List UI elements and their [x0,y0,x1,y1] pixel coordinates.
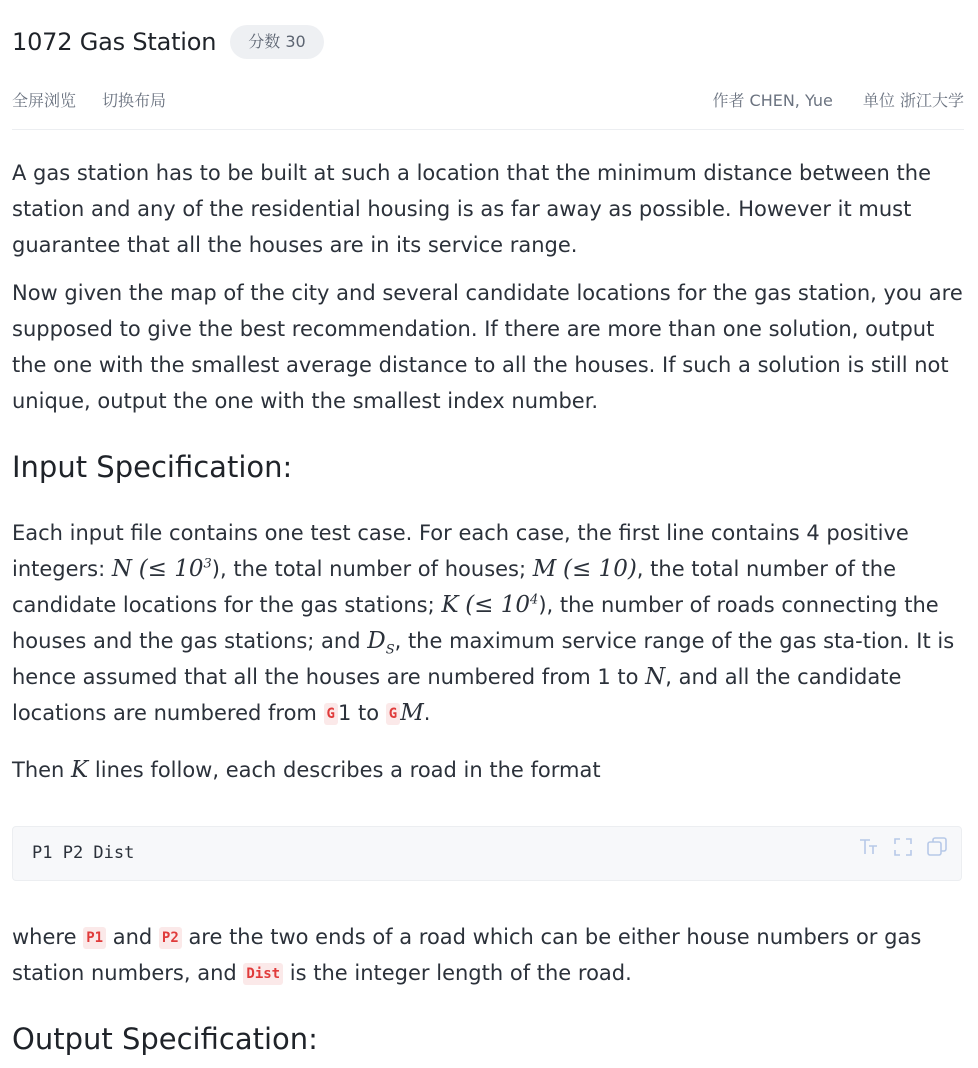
code-G-1: G [324,703,338,725]
intro-paragraph-2: Now given the map of the city and several candidate locations for the gas station, you are supposed to give the best recommendation. If there are more than one solution, output the one with the smallest average distance to all the houses. If such a solution is still not unique, output the one with the smallest index number. [12,281,963,413]
input-spec-heading: Input Specification: [12,450,293,484]
score-badge: 分数 30 [230,25,323,59]
code-G-2: G [386,703,400,725]
code-Dist: Dist [243,963,283,985]
fullscreen-button[interactable]: 全屏浏览 [12,91,77,110]
font-size-icon[interactable] [857,835,881,859]
switch-layout-button[interactable]: 切换布局 [102,91,167,110]
output-spec-heading: Output Specification: [12,1022,318,1056]
code-tools [857,835,949,859]
code-P1: P1 [83,927,106,949]
then-paragraph: Then K lines follow, each describes a road in the format [12,757,601,783]
input-spec-paragraph: Each input file contains one test case. For each case, the first line contains 4 positive integers: N (≤ $10^3$), the total number of houses; M (≤ 10), the total number of the candidate locations for the gas stations; K (≤ $10^4$), the number of roads connecting the houses and the gas stations; and $D_S$, the maximum service range of the gas sta-tion. It is hence assumed that all the houses are numbered from 1 to N, and all the candidate locations are numbered from G 1 to G M. [12,521,955,726]
copy-icon[interactable] [925,835,949,859]
intro-paragraph-1: A gas station has to be built at such a location that the minimum distance between the station and any of the residential housing is as far away as possible. However it must guarantee that all the houses are in its service range. [12,161,931,257]
meta-row [12,88,964,114]
header-divider [12,129,964,130]
code-block-text: P1 P2 Dist [32,843,135,863]
expand-icon[interactable] [891,835,915,859]
unit-label: 单位 浙江大学 [862,91,964,110]
title-row [12,25,324,59]
code-block [12,826,962,881]
code-P2: P2 [159,927,182,949]
problem-title: 1072 Gas Station [12,28,217,56]
author-label: 作者 CHEN, Yue [712,91,833,110]
where-paragraph: where P1 and P2 are the two ends of a road which can be either house numbers or gas station numbers, and Dist is the integer length of the road. [12,925,922,985]
